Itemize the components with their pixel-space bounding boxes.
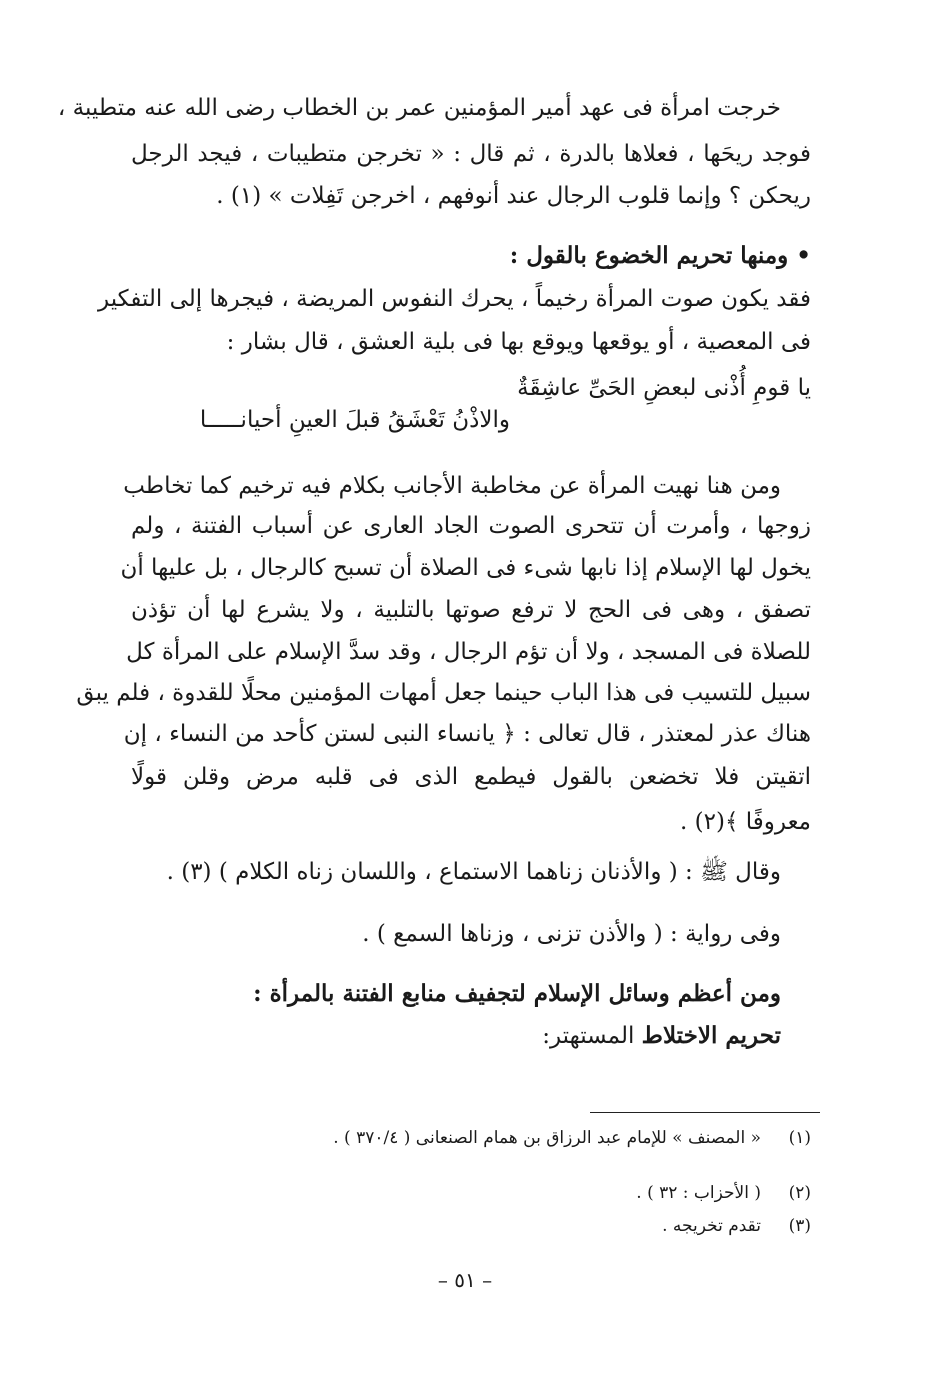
verse-first-hemistich: يا قومِ أُذْنى لبعضِ الحَىِّ عاشِقَةٌ [517,375,811,401]
paragraph-line: فقد يكون صوت المرأة رخيماً ، يحرك النفوس المريضة ، فيجرها إلى التفكير [98,286,811,312]
footnote-number: (١) [788,1128,811,1148]
paragraph-line: زوجها ، وأمرت أن تتحرى الصوت الجاد العارى عن أسباب الفتنة ، ولم [131,513,811,539]
footnote-text: ( الأحزاب : ٣٢ ) . [636,1183,761,1203]
paragraph-line: ومن هنا نهيت المرأة عن مخاطبة الأجانب بكلام فيه ترخيم كما تخاطب [123,473,781,499]
paragraph-line: تصفق ، وهى فى الحج لا ترفع صوتها بالتلبية ، ولا يشرع لها أن تؤذن [131,597,811,623]
paragraph-line: للصلاة فى المسجد ، ولا أن تؤم الرجال ، وقد سدَّ الإسلام على المرأة كل [126,639,811,665]
subheading-bold: تحريم الاختلاط [641,1022,781,1049]
paragraph-line: معروفًا ﴾(٢) . [680,809,811,835]
paragraph-line: فوجد ريحَها ، فعلاها بالدرة ، ثم قال : « تخرجن متطيبات ، فيجد الرجل [131,141,811,167]
footnote [131,1126,811,1150]
footnote-text: « المصنف » للإمام عبد الرزاق بن همام الصنعانى ( ٣٧٠/٤ ) . [333,1128,761,1148]
page-number: – ٥١ – [437,1268,493,1292]
paragraph-line: سبيل للتسيب فى هذا الباب حينما جعل أمهات المؤمنين محلًا للقدوة ، فلم يبق [76,680,811,706]
hadith-line: وقال ﷺ : ( والأذنان زناهما الاستماع ، واللسان زناه الكلام ) (٣) . [166,859,781,885]
subheading-rest: المستهتر: [542,1023,642,1049]
paragraph-line: يخول لها الإسلام إذا نابها شىء فى الصلاة أن تسبح كالرجال ، بل عليها أن [120,555,811,581]
footnote [131,1214,811,1238]
footnote-number: (٢) [788,1183,811,1203]
footnote-number: (٣) [788,1216,811,1236]
footnote-text: تقدم تخريجه . [662,1216,761,1236]
paragraph-line: هناك عذر لمعتذر ، قال تعالى : ﴿ يانساء النبى لستن كأحد من النساء ، إن [123,721,811,747]
footnote [131,1181,811,1205]
section-heading: ومن أعظم وسائل الإسلام لتجفيف منابع الفتنة بالمرأة : [253,980,781,1007]
paragraph-line: فى المعصية ، أو يوقعها ويوقع بها فى بلية العشق ، قال بشار : [226,329,811,355]
paragraph-line: اتقيتن فلا تخضعن بالقول فيطمع الذى فى قلبه مرض وقلن قولًا [131,764,811,790]
section-subheading [131,1020,811,1052]
footnote-rule [590,1112,820,1113]
section-heading: • ومنها تحريم الخضوع بالقول : [509,242,811,269]
paragraph-line: خرجت امرأة فى عهد أمير المؤمنين عمر بن الخطاب رضى الله عنه متطيبة ، [57,95,781,121]
paragraph-line: ريحكن ؟ وإنما قلوب الرجال عند أنوفهم ، اخرجن تَفِلات » (١) . [216,183,811,209]
riwaya-line: وفى رواية : ( والأذن تزنى ، وزناها السمع ) . [362,921,781,947]
verse-second-hemistich: والاذْنُ تَعْشَقُ قبلَ العينِ أحيانـــــا [199,407,510,433]
